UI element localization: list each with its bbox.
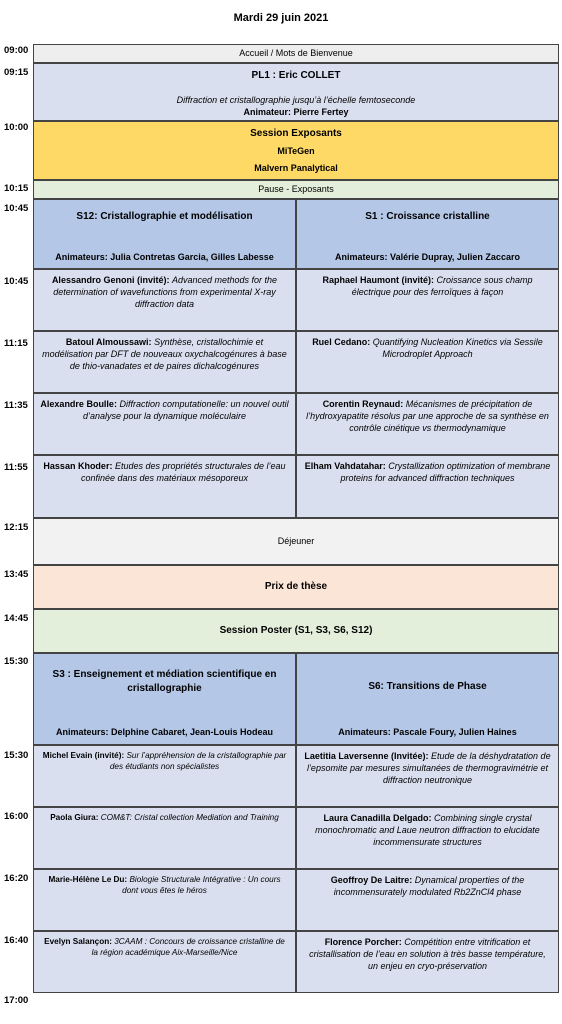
- talk-title: Etudes des propriétés structurales de l’eau confinée dans des matériaux mésoporeux: [80, 461, 286, 484]
- talk-cell: [33, 745, 296, 807]
- talk-cell: [296, 807, 559, 869]
- session-animators: Animateurs: Pascale Foury, Julien Haines: [338, 726, 517, 737]
- session-title: S1 : Croissance cristalline: [365, 211, 490, 222]
- session-title: S12: Cristallographie et modélisation: [76, 211, 253, 222]
- talk-cell: [296, 931, 559, 993]
- talk-speaker: Ruel Cedano:: [312, 337, 371, 347]
- talk-title: 3CAAM : Concours de croissance cristalline de la région académique Aix-Marseille/Nice: [91, 937, 285, 958]
- time-label: 16:40: [4, 935, 29, 946]
- exhibitor-line: Malvern Panalytical: [254, 163, 338, 174]
- talk-speaker: Corentin Reynaud:: [322, 399, 404, 409]
- plenary-animator: Animateur: Pierre Fertey: [243, 106, 349, 117]
- time-label: 11:55: [4, 462, 28, 473]
- exhibitor-title: Session Exposants: [250, 127, 342, 139]
- talk-cell: [33, 455, 296, 518]
- pause-label: Pause - Exposants: [258, 184, 334, 195]
- talk-cell: [33, 269, 296, 331]
- time-label: 10:45: [4, 276, 29, 287]
- talk-cell: [33, 869, 296, 931]
- talk-cell: [33, 331, 296, 393]
- talk-cell: [296, 393, 559, 455]
- time-label: 10:15: [4, 183, 29, 194]
- thesis-prize-row: [33, 565, 559, 609]
- exhibitor-session: [33, 121, 559, 180]
- plenary-pl1: [33, 63, 559, 121]
- talk-speaker: Laura Canadilla Delgado:: [323, 813, 432, 823]
- talk-speaker: Evelyn Salançon:: [44, 937, 112, 946]
- talk-title: Advanced methods for the determination of wavefunctions from experimental X-ray diffraction data: [53, 275, 278, 310]
- talk-cell: [33, 931, 296, 993]
- talk-cell: [296, 745, 559, 807]
- talk-speaker: Paola Giura:: [50, 813, 99, 822]
- talk-cell: [296, 269, 559, 331]
- talk-cell: [296, 455, 559, 518]
- talk-title: COM&T: Cristal collection Mediation and Training: [100, 813, 279, 822]
- talk-title: Crystallization optimization of membrane proteins for advanced diffraction techniques: [340, 461, 551, 484]
- talk-speaker: Elham Vahdatahar:: [304, 461, 386, 471]
- exhibitor-line: MiTeGen: [277, 146, 315, 157]
- plenary-title: PL1 : Eric COLLET: [251, 70, 341, 81]
- talk-speaker: Raphael Haumont (invité):: [322, 275, 434, 285]
- talk-title: Compétition entre vitrification et cristallisation de l’eau en solution à très basse température, un enjeu en cryo-préservation: [309, 937, 546, 972]
- pause-row: [33, 180, 559, 199]
- session-animators: Animateurs: Delphine Cabaret, Jean-Louis Hodeau: [55, 726, 274, 737]
- time-label: 10:00: [4, 122, 29, 133]
- time-label: 15:30: [4, 656, 29, 667]
- welcome-row: [33, 44, 559, 63]
- talk-speaker: Hassan Khoder:: [43, 461, 113, 471]
- time-label: 12:15: [4, 522, 29, 533]
- session-title: S3 : Enseignement et médiation scientifique en cristallographie: [52, 669, 277, 694]
- talk-title: Etude de la déshydratation de l’epsomite par mesures simultanées de thermogravimétrie et diffraction neutronique: [306, 751, 551, 786]
- time-label: 11:35: [4, 400, 28, 411]
- talk-speaker: Geoffroy De Laitre:: [330, 875, 413, 885]
- time-label: 09:15: [4, 67, 29, 78]
- time-label: 13:45: [4, 569, 29, 580]
- welcome-label: Accueil / Mots de Bienvenue: [239, 48, 353, 59]
- talk-title: Sur l’appréhension de la cristallographie par des étudiants non spécialistes: [109, 751, 287, 772]
- page-title: Mardi 29 juin 2021: [233, 12, 329, 24]
- thesis-prize-label: Prix de thèse: [264, 581, 328, 593]
- talk-cell: [296, 331, 559, 393]
- session-title: S6: Transitions de Phase: [368, 681, 487, 692]
- talk-cell: [33, 807, 296, 869]
- talk-title: Diffraction computationelle: un nouvel outil d’analyse pour la dynamique moléculaire: [82, 399, 289, 422]
- time-label: 16:20: [4, 873, 29, 884]
- poster-session-label: Session Poster (S1, S3, S6, S12): [219, 625, 373, 637]
- talk-speaker: Alexandre Boulle:: [40, 399, 117, 409]
- lunch-label: Déjeuner: [277, 536, 315, 547]
- session-animators: Animateurs: Julia Contretas Garcia, Gilles Labesse: [55, 251, 274, 262]
- talk-speaker: Laetitia Laversenne (Invitée):: [304, 751, 429, 761]
- session-animators: Animateurs: Valérie Dupray, Julien Zaccaro: [335, 251, 520, 262]
- poster-session-row: [33, 609, 559, 653]
- session-header-s6: [296, 653, 559, 745]
- talk-speaker: Florence Porcher:: [324, 937, 402, 947]
- time-label: 11:15: [4, 338, 28, 349]
- talk-title: Mécanismes de précipitation de l’hydroxyapatite résolus par une approche de sa synthèse en contrôle cinétique vs thermodynamique: [306, 399, 549, 434]
- session-header-s3: [33, 653, 296, 745]
- talk-speaker: Michel Evain (invité):: [42, 751, 125, 760]
- talk-title: Croissance sous champ électrique pour des ferroïques à façon: [351, 275, 533, 298]
- talk-cell: [296, 869, 559, 931]
- talk-title: Dynamical properties of the incommensurately modulated Rb2ZnCl4 phase: [333, 875, 525, 898]
- talk-title: Combining single crystal monochromatic and Laue neutron diffraction to elucidate incommensurate structures: [315, 813, 540, 848]
- time-label: 14:45: [4, 613, 29, 624]
- talk-title: Quantifying Nucleation Kinetics via Sessile Microdroplet Approach: [372, 337, 543, 360]
- time-label: 16:00: [4, 811, 29, 822]
- talk-speaker: Batoul Almoussawi:: [65, 337, 152, 347]
- plenary-subtitle: Diffraction et cristallographie jusqu’à l’échelle femtoseconde: [176, 94, 416, 105]
- time-label: 09:00: [4, 45, 29, 56]
- talk-speaker: Alessandro Genoni (invité):: [51, 275, 170, 285]
- session-header-s12: [33, 199, 296, 269]
- time-label: 15:30: [4, 750, 29, 761]
- lunch-row: [33, 518, 559, 565]
- time-label: 17:00: [4, 995, 29, 1006]
- session-header-s1: [296, 199, 559, 269]
- time-label: 10:45: [4, 203, 29, 214]
- talk-cell: [33, 393, 296, 455]
- talk-speaker: Marie-Hélène Le Du:: [48, 875, 128, 884]
- talk-title: Biologie Structurale Intégrative : Un cours dont vous êtes le héros: [122, 875, 281, 896]
- talk-title: Synthèse, cristallochimie et modélisation par DFT de nouveaux oxychalcogénures à base de thio-vanadates et de paires dichalcogénures: [42, 337, 287, 372]
